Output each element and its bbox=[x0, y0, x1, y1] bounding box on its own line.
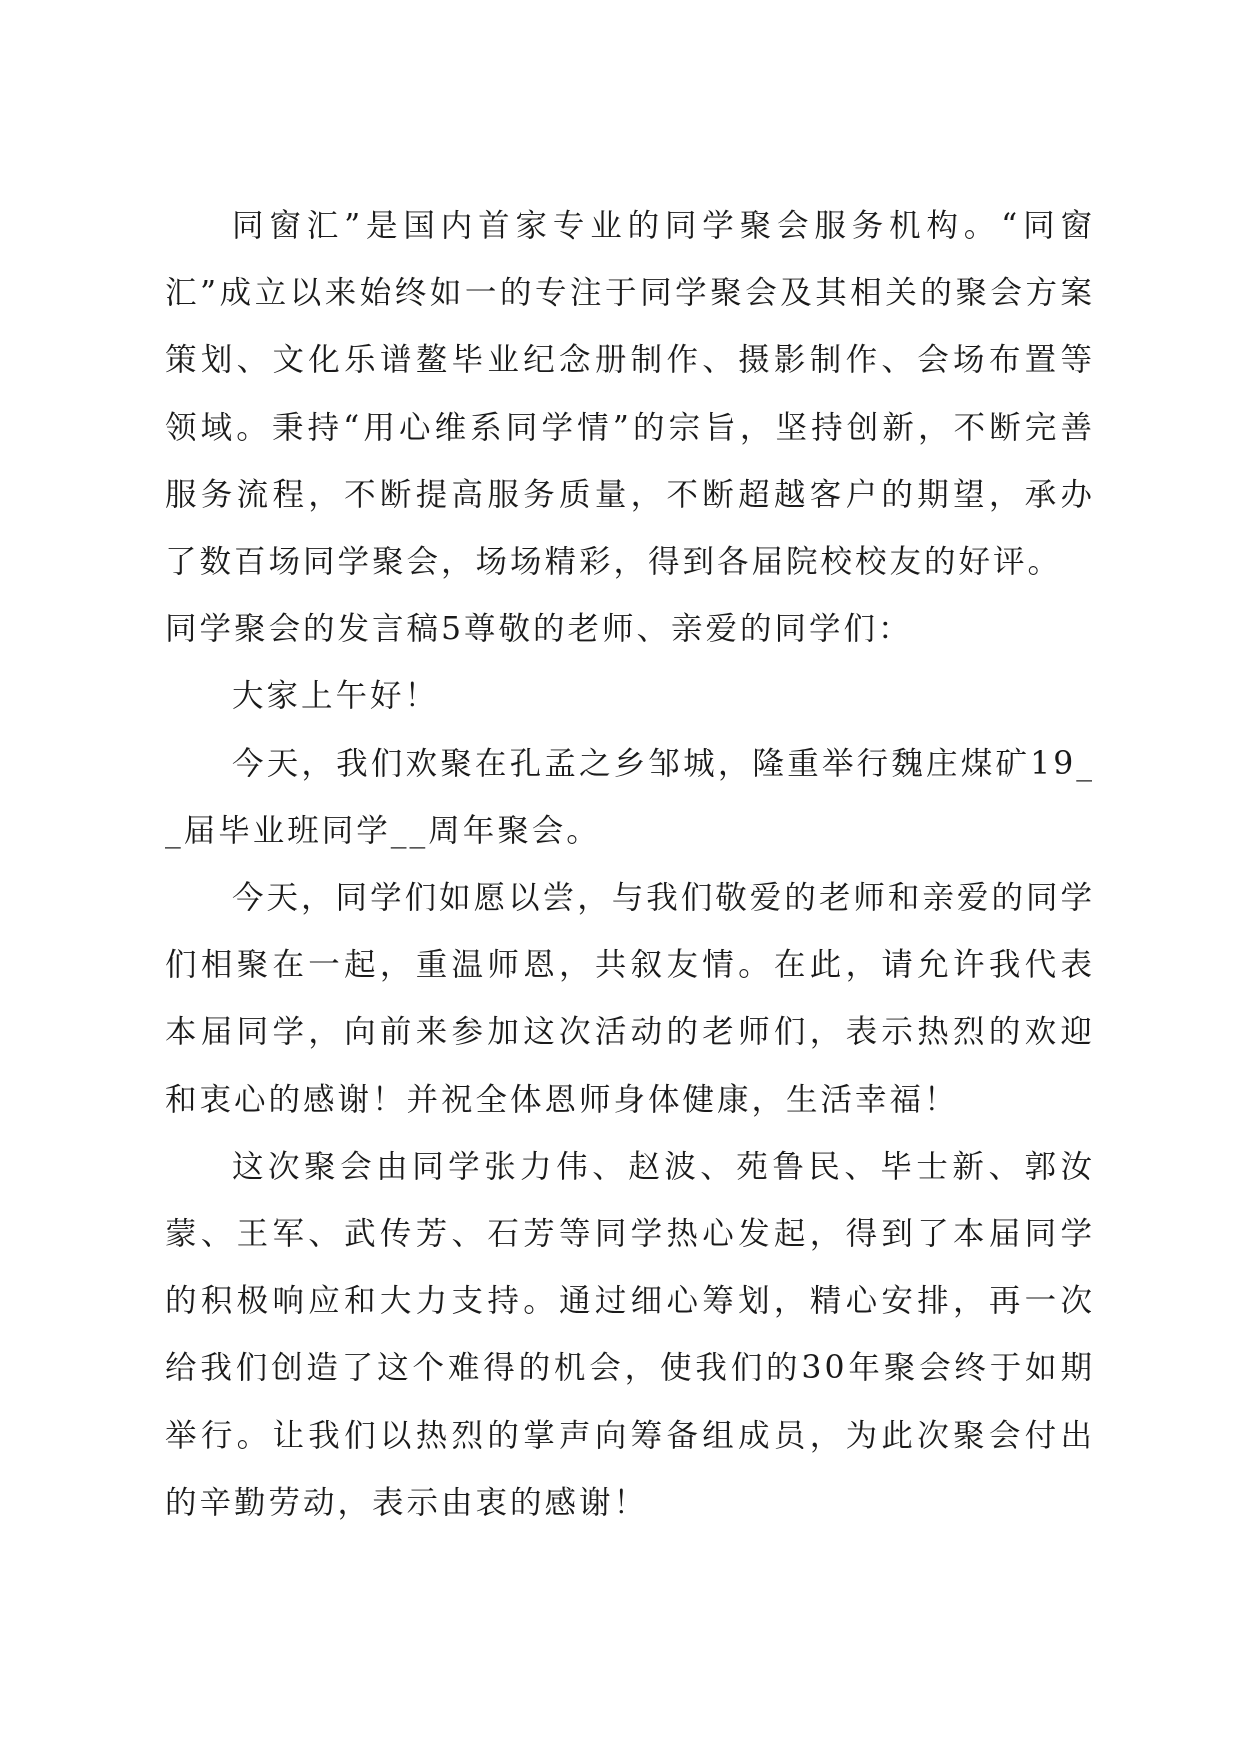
paragraph-greeting: 大家上午好！ bbox=[232, 678, 440, 715]
paragraph-intro: 同窗汇”是国内首家专业的同学聚会服务机构。“同窗汇”成立以来始终如一的专注于同学聚会及其相关的聚会方案策划、文化乐谱鳌毕业纪念册制作、摄影制作、会场布置等领域。秉持“用心维系同学情”的宗旨，坚持创新，不断完善服务流程，不断提高服务质量，不断超越客户的期望，承办了数百场同学聚会，场场精彩，得到各届院校校友的好评。 bbox=[165, 208, 1095, 581]
paragraph-occasion: 今天，我们欢聚在孔孟之乡邹城，隆重举行魏庄煤矿19__届毕业班同学__周年聚会。 bbox=[165, 745, 1095, 849]
paragraph-heading-line: 同学聚会的发言稿5尊敬的老师、亲爱的同学们： bbox=[165, 611, 913, 648]
paragraph-thanks-organizers: 这次聚会由同学张力伟、赵波、苑鲁民、毕士新、郭汝蒙、王军、武传芳、石芳等同学热心发起，得到了本届同学的积极响应和大力支持。通过细心筹划，精心安排，再一次给我们创造了这个难得的机会，使我们的30年聚会终于如期举行。让我们以热烈的掌声向筹备组成员，为此次聚会付出的辛勤劳动，表示由衷的感谢！ bbox=[165, 1148, 1095, 1521]
paragraph-thanks-teachers: 今天，同学们如愿以尝，与我们敬爱的老师和亲爱的同学们相聚在一起，重温师恩，共叙友情。在此，请允许我代表本届同学，向前来参加这次活动的老师们，表示热烈的欢迎和衷心的感谢！并祝全体恩师身体健康，生活幸福！ bbox=[165, 880, 1095, 1118]
document-body bbox=[165, 193, 1095, 1537]
